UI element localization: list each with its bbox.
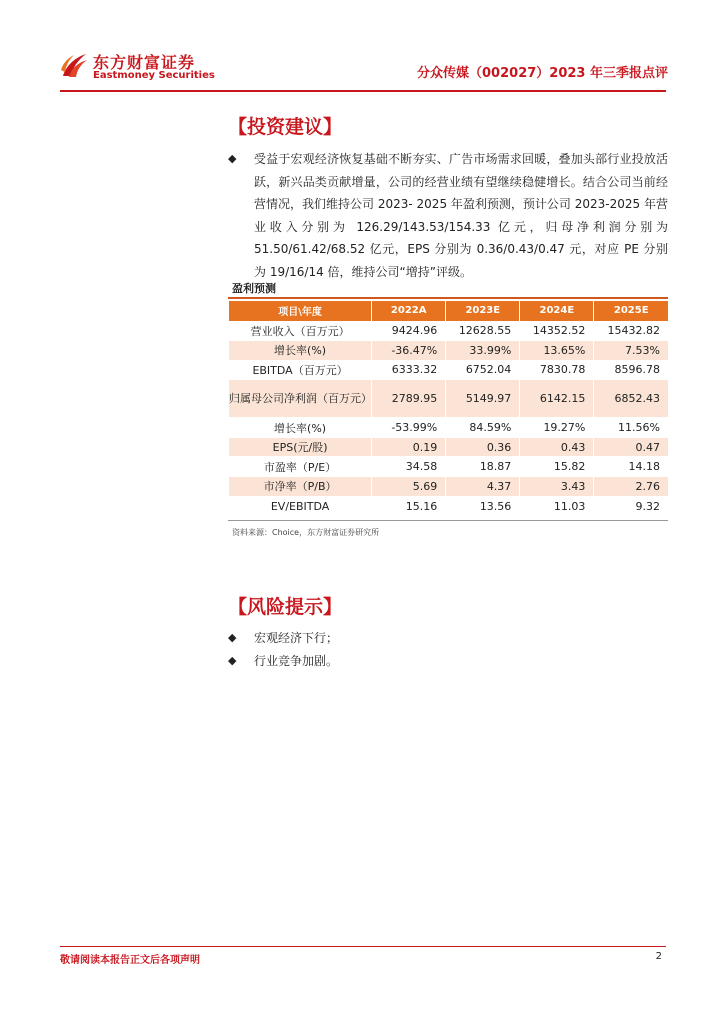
table-cell: 0.43 xyxy=(520,437,594,457)
table-cell: 3.43 xyxy=(520,477,594,497)
table-row xyxy=(229,496,669,516)
table-cell: 14352.52 xyxy=(520,321,594,341)
table-cell: 2789.95 xyxy=(372,380,446,418)
company-logo xyxy=(60,44,220,88)
page-number: 2 xyxy=(655,951,662,962)
table-row xyxy=(229,457,669,477)
table-cell: 6142.15 xyxy=(520,380,594,418)
table-cell: 33.99% xyxy=(446,341,520,361)
diamond-bullet-icon: ◆ xyxy=(228,653,237,667)
table-bottom-rule xyxy=(228,520,668,521)
row-label: 营业收入（百万元） xyxy=(229,321,372,341)
table-cell: 15.16 xyxy=(372,496,446,516)
diamond-bullet-icon: ◆ xyxy=(228,631,237,644)
table-cell: 14.18 xyxy=(594,457,668,477)
table-cell: 9.32 xyxy=(594,496,668,516)
risk-item-text: 宏观经济下行； xyxy=(254,631,339,645)
table-cell: 0.19 xyxy=(372,437,446,457)
table-cell: 0.36 xyxy=(446,437,520,457)
footer-divider xyxy=(60,946,666,947)
table-source-note: 资料来源：Choice，东方财富证券研究所 xyxy=(232,528,380,537)
investment-bullets xyxy=(228,148,668,283)
table-cell: 34.58 xyxy=(372,457,446,477)
row-label: 增长率(%) xyxy=(229,418,372,438)
risk-item-text: 行业竞争加剧。 xyxy=(254,653,339,668)
row-label: EV/EBITDA xyxy=(229,496,372,516)
table-cell: 6852.43 xyxy=(594,380,668,418)
table-cell: 13.65% xyxy=(520,341,594,361)
table-row xyxy=(229,437,669,457)
investment-advice-text: 受益于宏观经济恢复基础不断夯实、广告市场需求回暖，叠加头部行业投放活跃，新兴品类贡献增量，公司的经营业绩有望继续稳健增长。结合公司当前经营情况，我们维持公司 2023- 2025 年盈利预测，预计公司 2023-2025 年营业收入分别为 126.29/143.53/154.33 亿元，归母净利润分别为 51.50/61.42/68.52 亿元，EPS 分别为 0.36/0.43/0.47 元，对应 PE 分别为 19/16/14 倍，维持公司“增持”评级。 xyxy=(254,152,668,279)
table-cell: 4.37 xyxy=(446,477,520,497)
list-item xyxy=(228,650,668,673)
table-cell: 9424.96 xyxy=(372,321,446,341)
table-cell: 11.03 xyxy=(520,496,594,516)
investment-section-title: 【投资建议】 xyxy=(228,116,343,138)
table-cell: 19.27% xyxy=(520,418,594,438)
table-cell: 7830.78 xyxy=(520,360,594,380)
table-cell: 0.47 xyxy=(594,437,668,457)
table-row xyxy=(229,418,669,438)
header-divider xyxy=(60,90,666,92)
table-cell: 84.59% xyxy=(446,418,520,438)
column-header: 2024E xyxy=(520,301,594,321)
table-cell: 13.56 xyxy=(446,496,520,516)
table-cell: 6333.32 xyxy=(372,360,446,380)
row-label: EPS(元/股) xyxy=(229,437,372,457)
table-cell: 7.53% xyxy=(594,341,668,361)
table-header-row xyxy=(229,301,669,321)
risk-section-title: 【风险提示】 xyxy=(228,596,343,618)
table-cell: 6752.04 xyxy=(446,360,520,380)
report-title: 分众传媒（002027）2023 年三季报点评 xyxy=(417,66,668,81)
table-cell: -36.47% xyxy=(372,341,446,361)
row-label: 市盈率（P/E） xyxy=(229,457,372,477)
eastmoney-logo-icon xyxy=(60,50,90,80)
table-cell: 12628.55 xyxy=(446,321,520,341)
table-row xyxy=(229,341,669,361)
table-cell: 15432.82 xyxy=(594,321,668,341)
table-cell: 11.56% xyxy=(594,418,668,438)
table-cell: -53.99% xyxy=(372,418,446,438)
table-top-rule xyxy=(228,297,668,299)
diamond-bullet-icon: ◆ xyxy=(228,152,237,165)
table-cell: 5.69 xyxy=(372,477,446,497)
page-header xyxy=(60,44,670,88)
row-label: EBITDA（百万元） xyxy=(229,360,372,380)
footer-disclaimer: 敬请阅读本报告正文后各项声明 xyxy=(60,955,200,966)
list-item xyxy=(228,627,668,650)
row-label: 归属母公司净利润（百万元） xyxy=(229,380,372,418)
profit-forecast-table xyxy=(228,301,668,516)
list-item xyxy=(228,148,668,283)
table-row xyxy=(229,477,669,497)
logo-english-name: Eastmoney Securities xyxy=(93,70,215,81)
risk-bullets xyxy=(228,627,668,672)
row-label: 市净率（P/B） xyxy=(229,477,372,497)
column-header: 2022A xyxy=(372,301,446,321)
table-row xyxy=(229,380,669,418)
table-row xyxy=(229,360,669,380)
table-row xyxy=(229,321,669,341)
column-header: 2023E xyxy=(446,301,520,321)
table-cell: 2.76 xyxy=(594,477,668,497)
column-header: 2025E xyxy=(594,301,668,321)
logo-chinese-name: 东方财富证券 xyxy=(93,53,196,72)
row-label: 增长率(%) xyxy=(229,341,372,361)
table-cell: 8596.78 xyxy=(594,360,668,380)
table-cell: 5149.97 xyxy=(446,380,520,418)
table-cell: 15.82 xyxy=(520,457,594,477)
column-header: 项目\年度 xyxy=(229,301,372,321)
table-cell: 18.87 xyxy=(446,457,520,477)
forecast-table-title: 盈利预测 xyxy=(232,282,276,295)
